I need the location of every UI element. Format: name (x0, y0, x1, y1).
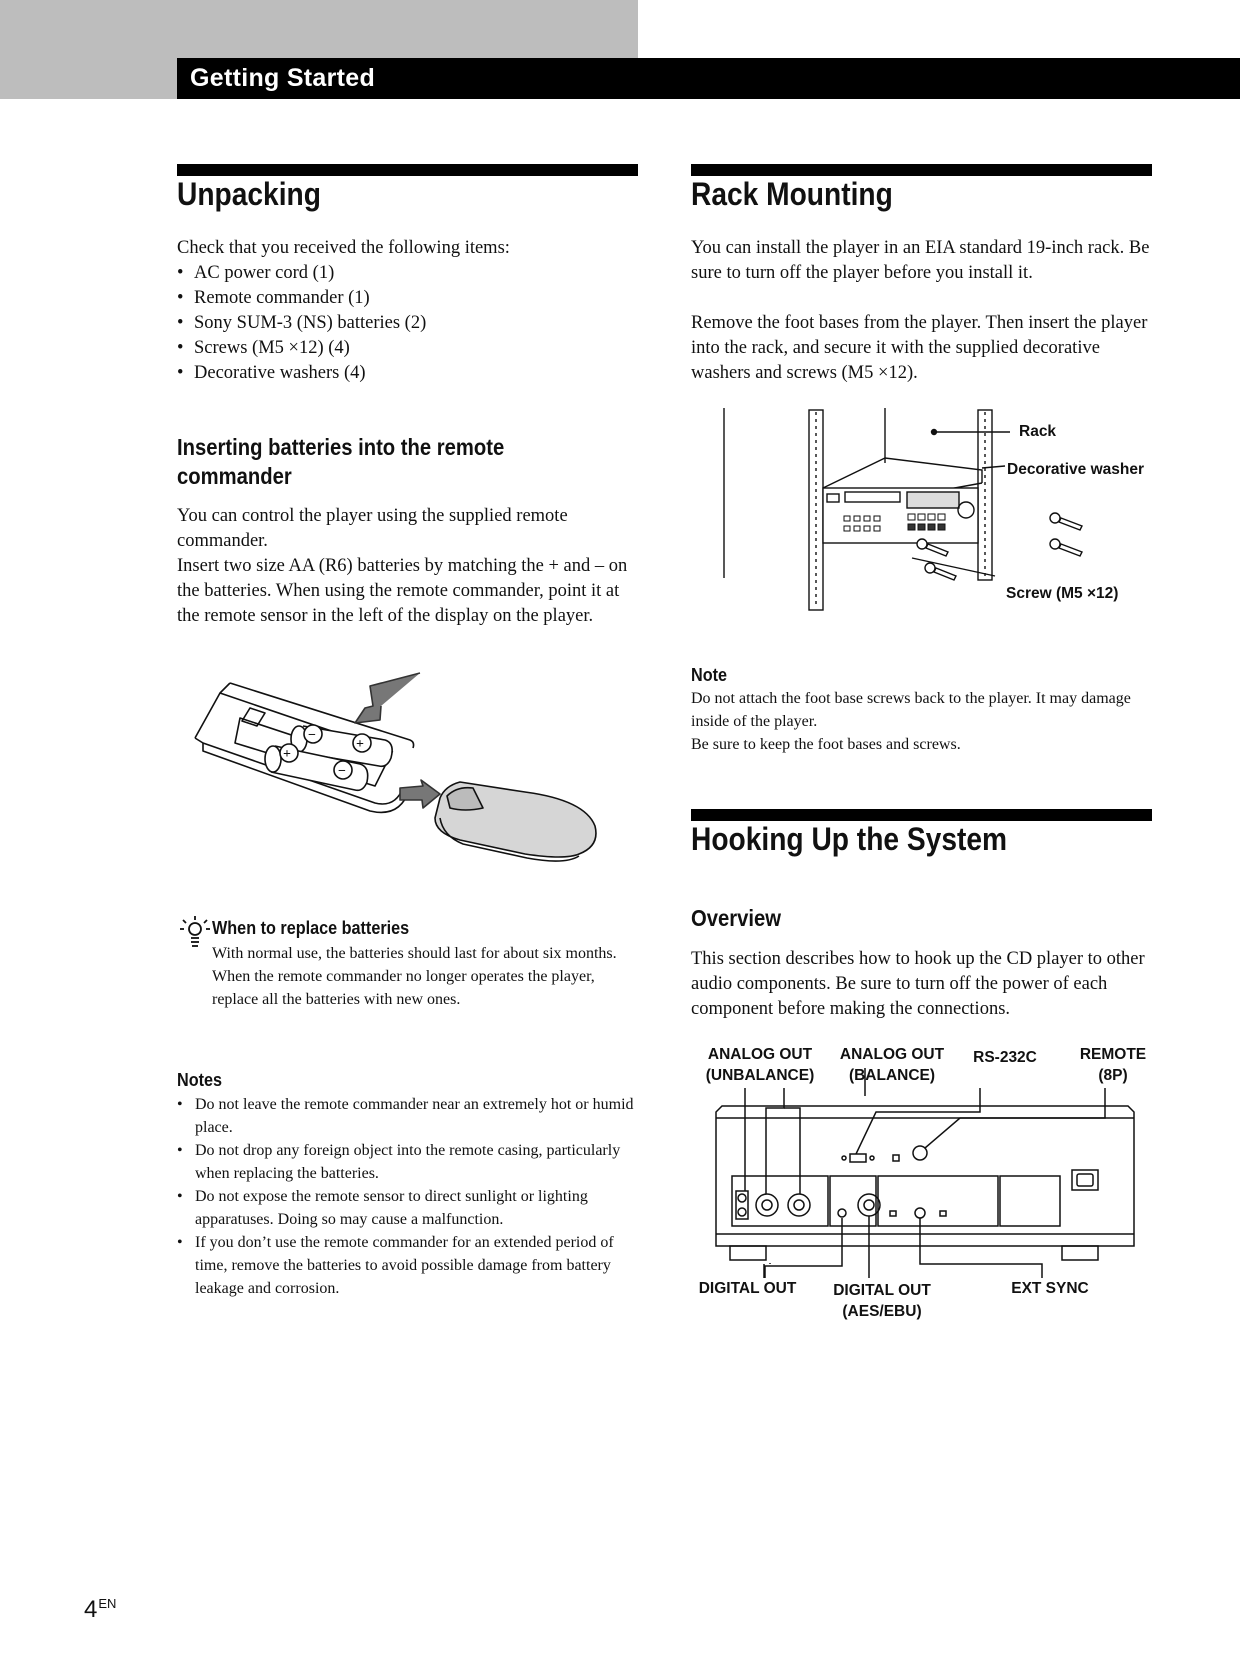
rack-note-line-1: Do not attach the foot base screws back to the player. It may damage inside of the player. (691, 690, 1131, 730)
list-item: • Remote commander (1) (177, 286, 638, 311)
svg-text:+: + (356, 737, 364, 752)
ext-sync-label: EXT SYNC (1011, 1280, 1089, 1297)
batteries-para-1: You can control the player using the supplied remote commander. (177, 506, 568, 551)
overview-para: This section describes how to hook up the CD player to other audio components. Be sure to turn off the power of each component before making the connections. (691, 949, 1145, 1019)
notes-list (177, 1093, 637, 1300)
unpacking-intro: Check that you received the following items: (177, 238, 510, 258)
page-number-suffix: EN (98, 1596, 117, 1611)
rack-rule (691, 164, 1152, 176)
rack-note-body (691, 687, 1151, 756)
tip-text: With normal use, the batteries should last for about six months. When the remote commander no longer operates the player, replace all the batteries with new ones. (212, 945, 617, 1008)
unpacking-rule (177, 164, 638, 176)
list-item: • Sony SUM-3 (NS) batteries (2) (177, 311, 638, 336)
svg-text:−: − (308, 728, 316, 743)
hookup-heading: Hooking Up the System (691, 821, 1008, 857)
unpacking-heading: Unpacking (177, 176, 321, 212)
list-item: • Do not expose the remote sensor to direct sunlight or lighting apparatuses. Doing so may cause a malfunction. (177, 1185, 637, 1231)
tip-heading: When to replace batteries (212, 918, 410, 938)
washer-label: Decorative washer (1007, 461, 1144, 478)
list-item: • Decorative washers (4) (177, 361, 638, 386)
page-number (84, 1596, 116, 1624)
list-item: • If you don’t use the remote commander for an extended period of time, remove the batteries to avoid possible damage from battery leakage and corrosion. (177, 1231, 637, 1300)
rack-para-1: You can install the player in an EIA standard 19-inch rack. Be sure to turn off the player before you install it. (691, 238, 1150, 283)
section-title: Getting Started (190, 64, 376, 92)
rack-para-2: Remove the foot bases from the player. Then insert the player into the rack, and secure it with the supplied decorative washers and screws (M5 ×12). (691, 313, 1148, 383)
lightbulb-icon (180, 916, 210, 950)
list-item: • Do not leave the remote commander near an extremely hot or humid place. (177, 1093, 637, 1139)
digital-out-label: DIGITAL OUT (698, 1280, 797, 1297)
svg-text:+: + (283, 747, 291, 762)
rs232c-label: RS-232C (973, 1049, 1037, 1066)
unpacking-list (177, 261, 638, 386)
remote-battery-illustration (195, 668, 615, 896)
analog-out-balance-label: ANALOG OUT (BALANCE) (839, 1046, 945, 1084)
batteries-heading: Inserting batteries into the remote commander (177, 434, 505, 489)
digital-out-aes-label: DIGITAL OUT (AES/EBU) (833, 1282, 931, 1320)
rack-note-line-2: Be sure to keep the foot bases and screws. (691, 736, 961, 753)
list-item: • AC power cord (1) (177, 261, 638, 286)
batteries-body (177, 504, 638, 629)
rear-panel-illustration (710, 1088, 1140, 1278)
page-number-value: 4 (84, 1596, 98, 1623)
notes-heading: Notes (177, 1070, 223, 1090)
rack-label: Rack (1019, 423, 1057, 440)
rack-body (691, 236, 1152, 386)
remote-label: REMOTE (8P) (1079, 1046, 1147, 1084)
analog-out-unbalance-label: ANALOG OUT (UNBALANCE) (705, 1046, 815, 1084)
unpacking-body (177, 236, 638, 386)
hookup-rule (691, 809, 1152, 821)
batteries-para-2: Insert two size AA (R6) batteries by matching the + and – on the batteries. When using the remote commander, point it at the remote sensor in the left of the display on the player. (177, 556, 628, 626)
svg-text:−: − (338, 764, 346, 779)
list-item: • Do not drop any foreign object into the remote casing, particularly when replacing the batteries. (177, 1139, 637, 1185)
screw-label: Screw (M5 ×12) (1006, 585, 1119, 602)
overview-heading: Overview (691, 905, 782, 931)
rack-note-heading: Note (691, 665, 727, 685)
list-item: • Screws (M5 ×12) (4) (177, 336, 638, 361)
rack-heading: Rack Mounting (691, 176, 893, 212)
